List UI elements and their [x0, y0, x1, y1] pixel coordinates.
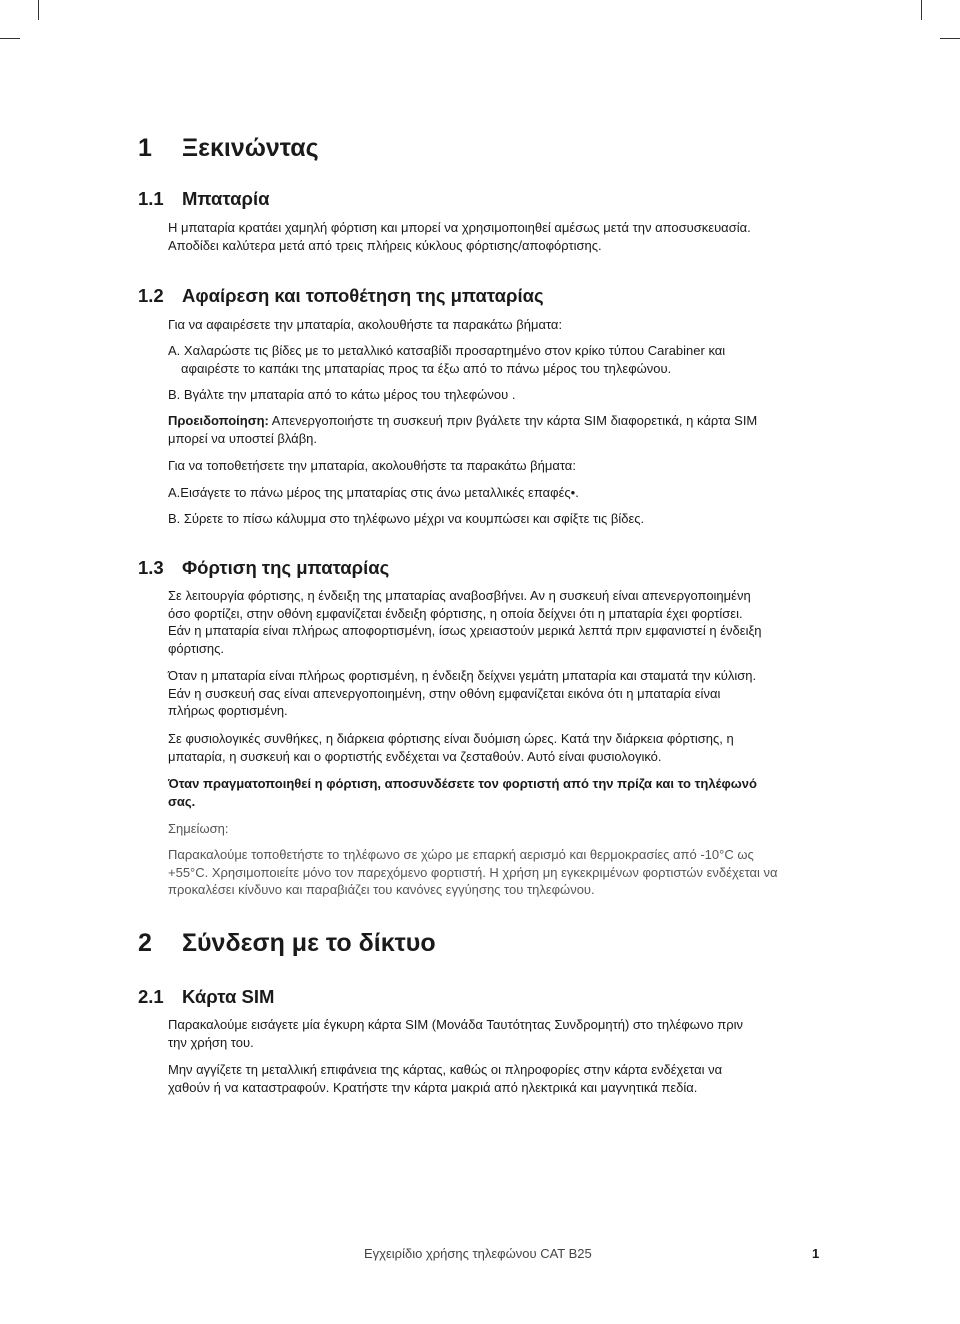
text-line: όσο φορτίζει, στην οθόνη εμφανίζεται ένδειξη φόρτισης, η οποία δείχνει ότι η μπαταρία έχει φορτίσει. — [168, 605, 743, 621]
subsection-1-3-heading — [138, 557, 389, 579]
text-line: Παρακαλούμε εισάγετε μία έγκυρη κάρτα SIM (Μονάδα Ταυτότητας Συνδρομητή) στο τηλέφωνο πριν — [168, 1017, 744, 1032]
insert-step-a: Α.Εισάγετε το πάνω μέρος της μπαταρίας στις άνω μεταλλικές επαφές•. — [168, 485, 579, 500]
battery-paragraph — [168, 219, 751, 254]
text-line: Όταν η μπαταρία είναι πλήρως φορτισμένη, η ένδειξη δείχνει γεμάτη μπαταρία και σταματά την κύλιση. — [168, 668, 757, 683]
subsection-1-2-heading — [138, 285, 544, 307]
charging-bold-note — [168, 775, 757, 810]
subsection-number: 1.1 — [138, 188, 164, 209]
subsection-number: 1.2 — [138, 285, 164, 306]
section-title: Σύνδεση με το δίκτυο — [182, 929, 436, 957]
subsection-title: Μπαταρία — [182, 188, 270, 209]
charging-paragraph-2 — [168, 667, 756, 720]
insert-step-b: Β. Σύρετε το πίσω κάλυμμα στο τηλέφωνο μέχρι να κουμπώσει και σφίξτε τις βίδες. — [168, 511, 645, 526]
section-number: 2 — [138, 929, 152, 957]
text-line: χαθούν ή να καταστραφούν. Κρατήστε την κάρτα μακριά από ηλεκτρικά και μαγνητικά πεδία. — [168, 1079, 698, 1095]
text-line: Α. Χαλαρώστε τις βίδες με το μεταλλικό κατσαβίδι προσαρτημένο στον κρίκο τύπου Carabiner και — [168, 343, 726, 358]
warning-paragraph — [168, 412, 757, 447]
subsection-title: Αφαίρεση και τοποθέτηση της μπαταρίας — [182, 285, 544, 306]
text-line: Η μπαταρία κρατάει χαμηλή φόρτιση και μπορεί να χρησιμοποιηθεί αμέσως μετά την αποσυσκευασία. — [168, 220, 751, 235]
section-number: 1 — [138, 134, 152, 162]
footer-title: Εγχειρίδιο χρήσης τηλεφώνου CAT B25 — [364, 1246, 592, 1261]
text-line: σας. — [168, 793, 196, 809]
text-line: μπαταρία, η συσκευή και ο φορτιστής ενδέχεται να ζεσταθούν. Αυτό είναι φυσιολογικό. — [168, 748, 662, 764]
subsection-title: Φόρτιση της μπαταρίας — [182, 557, 390, 578]
section-title: Ξεκινώντας — [182, 134, 319, 162]
text-line: πλήρως φορτισμένη. — [168, 703, 288, 718]
subsection-title: Κάρτα SIM — [182, 986, 275, 1007]
text-line: αφαιρέστε το καπάκι της μπαταρίας προς τα έξω από το πάνω μέρος του τηλεφώνου. — [181, 360, 672, 376]
sim-paragraph-1 — [168, 1016, 743, 1051]
warning-text: Απενεργοποιήστε τη συσκευή πριν βγάλετε την κάρτα SIM διαφορετικά, η κάρτα SIM — [268, 413, 758, 428]
text-line: Σε λειτουργία φόρτισης, η ένδειξη της μπαταρίας αναβοσβήνει. Αν η συσκευή είναι απενεργοποιημένη — [168, 588, 751, 603]
insert-intro: Για να τοποθετήσετε την μπαταρία, ακολουθήστε τα παρακάτω βήματα: — [168, 458, 576, 473]
crop-mark-top-left-horizontal — [0, 38, 20, 39]
text-line: Αποδίδει καλύτερα μετά από τρεις πλήρεις κύκλους φόρτισης/αποφόρτισης. — [168, 237, 602, 253]
subsection-number: 1.3 — [138, 557, 164, 578]
text-line: Σε φυσιολογικές συνθήκες, η διάρκεια φόρτισης είναι δυόμιση ώρες. Κατά την διάρκεια φόρτισης, η — [168, 731, 734, 746]
subsection-2-1-heading — [138, 986, 274, 1008]
text-line: προκαλέσει κίνδυνο και παραβιάζει του κανόνες εγγύησης του τηλεφώνου. — [168, 882, 595, 897]
crop-mark-top-right-horizontal — [940, 38, 960, 39]
crop-mark-top-left-vertical — [38, 0, 39, 20]
removal-step-b: Β. Βγάλτε την μπαταρία από το κάτω μέρος του τηλεφώνου . — [168, 387, 516, 402]
text-line: την χρήση του. — [168, 1034, 254, 1050]
subsection-1-1-heading — [138, 188, 270, 210]
text-line: Εάν η μπαταρία είναι πλήρως αποφορτισμένη, ίσως χρειαστούν μερικά λεπτά πριν εμφανιστεί η ένδειξη — [168, 623, 762, 638]
section-2-heading — [138, 929, 436, 958]
text-line: Παρακαλούμε τοποθετήστε το τηλέφωνο σε χώρο με επαρκή αερισμό και θερμοκρασίες από -10°C ως — [168, 847, 754, 862]
text-line: φόρτισης. — [168, 640, 225, 656]
removal-step-a — [168, 342, 725, 377]
subsection-number: 2.1 — [138, 986, 164, 1007]
text-line: Εάν η συσκευή σας είναι απενεργοποιημένη, στην οθόνη εμφανίζεται εικόνα ότι η μπαταρία είναι — [168, 685, 721, 701]
sim-paragraph-2 — [168, 1061, 722, 1096]
note-paragraph — [168, 846, 778, 899]
text-line: +55°C. Χρησιμοποιείτε μόνο τον παρεχόμενο φορτιστή. Η χρήση μη εγκεκριμένων φορτιστών ενδέχεται να — [168, 864, 778, 880]
text-line: Μην αγγίζετε τη μεταλλική επιφάνεια της κάρτας, καθώς οι πληροφορίες στην κάρτα ενδέχεται να — [168, 1062, 723, 1077]
page-number: 1 — [812, 1246, 820, 1261]
charging-paragraph-1 — [168, 587, 762, 657]
text-line: μπορεί να υποστεί βλάβη. — [168, 430, 318, 446]
crop-mark-top-right-vertical — [921, 0, 922, 20]
warning-label: Προειδοποίηση: — [168, 413, 269, 428]
section-1-heading — [138, 134, 319, 163]
text-line: Όταν πραγματοποιηθεί η φόρτιση, αποσυνδέσετε τον φορτιστή από την πρίζα και το τηλέφωνό — [168, 776, 757, 791]
removal-intro: Για να αφαιρέσετε την μπαταρία, ακολουθήστε τα παρακάτω βήματα: — [168, 317, 563, 332]
note-label: Σημείωση: — [168, 821, 229, 836]
charging-paragraph-3 — [168, 730, 734, 765]
